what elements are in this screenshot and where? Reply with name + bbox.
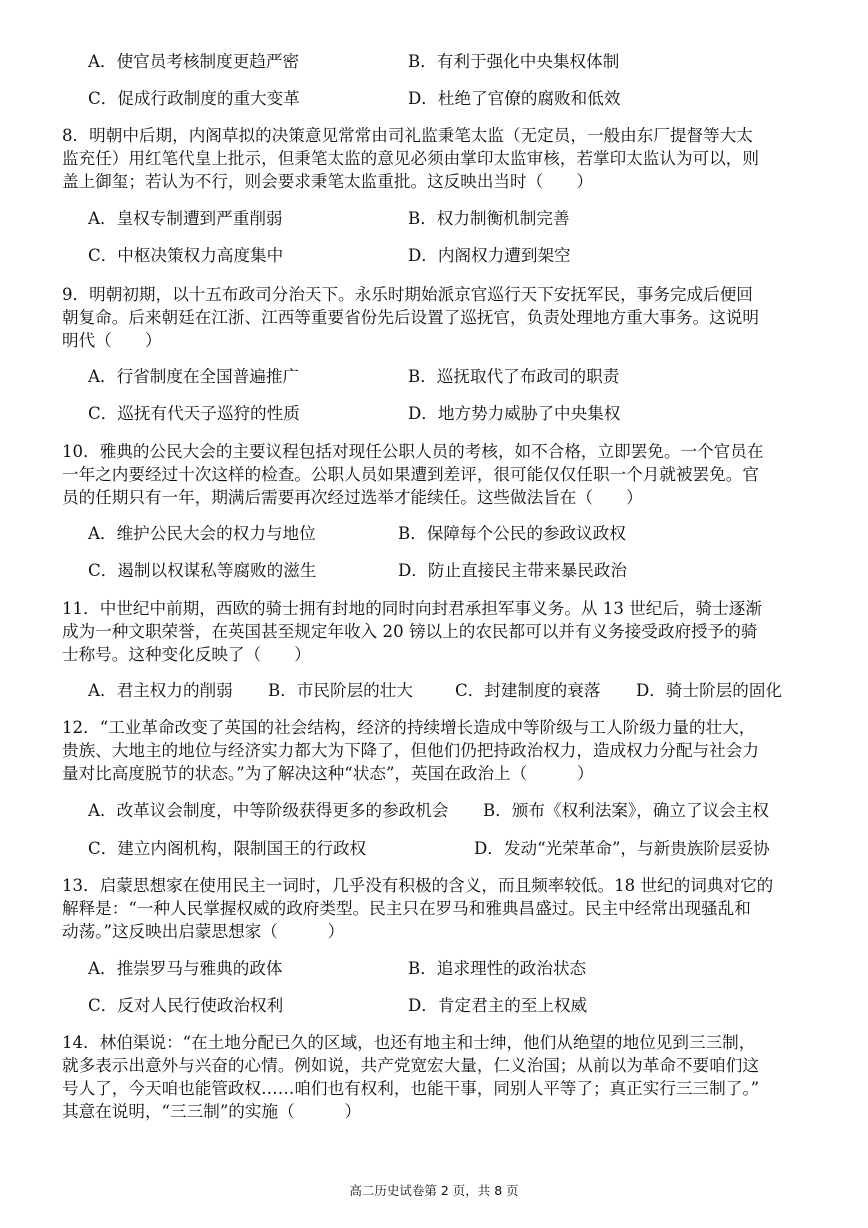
q8-option-d: D．内阁权力遭到架空 xyxy=(408,246,571,265)
q13-stem-line: 解释是：“一种人民掌握权威的政府类型。民主只在罗马和雅典昌盛过。民主中经常出现骚乱和 xyxy=(62,899,751,918)
q14-stem-line: 14．林伯渠说：“在土地分配已久的区域，也还有地主和士绅，他们从绝望的地位见到三三制， xyxy=(62,1033,756,1052)
q7-option-a: A．使官员考核制度更趋严密 xyxy=(88,52,300,71)
q13-option-c: C．反对人民行使政治权利 xyxy=(88,996,284,1015)
q10-stem-line: 员的任期只有一年，期满后需要再次经过选举才能续任。这些做法旨在（ ） xyxy=(62,488,643,507)
q9-option-c: C．巡抚有代天子巡狩的性质 xyxy=(88,404,300,423)
q11-stem-line: 11．中世纪中前期，西欧的骑士拥有封地的同时向封君承担军事义务。从 13 世纪后，骑士逐渐 xyxy=(62,599,762,618)
q10-option-a: A．维护公民大会的权力与地位 xyxy=(88,524,316,543)
q14-stem-line: 号人了，今天咱也能管政权……咱们也有权利，也能干事，同别人平等了；真正实行三三制了。” xyxy=(62,1079,760,1098)
q8-stem-line: 监充任）用红笔代皇上批示，但秉笔太监的意见必须由掌印太监审核，若掌印太监认为可以，则 xyxy=(62,149,759,168)
q8-stem-line: 8．明朝中后期，内阁草拟的决策意见常常由司礼监秉笔太监（无定员，一般由东厂提督等大太 xyxy=(62,126,753,145)
q12-stem-line: 量对比高度脱节的状态。”为了解决这种“状态”，英国在政治上（ ） xyxy=(62,764,594,783)
q11-option-b: B．市民阶层的壮大 xyxy=(268,681,413,700)
q8-stem-line: 盖上御玺；若认为不行，则会要求秉笔太监重批。这反映出当时（ ） xyxy=(62,172,593,191)
q10-option-d: D．防止直接民主带来暴民政治 xyxy=(398,561,628,580)
q8-option-b: B．权力制衡机制完善 xyxy=(408,209,570,228)
q7-option-c: C．促成行政制度的重大变革 xyxy=(88,89,300,108)
q9-stem-line: 朝复命。后来朝廷在江浙、江西等重要省份先后设置了巡抚官，负责处理地方重大事务。这说明 xyxy=(62,308,759,327)
q13-option-d: D．肯定君主的至上权威 xyxy=(408,996,588,1015)
q8-option-c: C．中枢决策权力高度集中 xyxy=(88,246,284,265)
q10-option-b: B．保障每个公民的参政议政权 xyxy=(398,524,626,543)
q7-option-d: D．杜绝了官僚的腐败和低效 xyxy=(408,89,621,108)
q7-option-b: B．有利于强化中央集权体制 xyxy=(408,52,620,71)
q13-stem-line: 13．启蒙思想家在使用民主一词时，几乎没有积极的含义，而且频率较低。18 世纪的词典对它的 xyxy=(62,876,774,895)
q11-option-c: C．封建制度的衰落 xyxy=(455,681,601,700)
q11-stem-line: 成为一种文职荣誉，在英国甚至规定年收入 20 镑以上的农民都可以并有义务接受政府授予的骑 xyxy=(62,622,758,641)
q12-option-b: B．颁布《权利法案》，确立了议会主权 xyxy=(483,801,769,820)
q9-stem-line: 明代（ ） xyxy=(62,331,162,350)
q10-stem-line: 一年之内要经过十次这样的检查。公职人员如果遭到差评，很可能仅仅任职一个月就被罢免。官 xyxy=(62,465,759,484)
q8-option-a: A．皇权专制遭到严重削弱 xyxy=(88,209,283,228)
q11-option-d: D．骑士阶层的固化 xyxy=(636,681,783,700)
q12-option-c: C．建立内阁机构，限制国王的行政权 xyxy=(88,839,367,858)
q9-option-b: B．巡抚取代了布政司的职责 xyxy=(408,367,620,386)
q9-option-a: A．行省制度在全国普遍推广 xyxy=(88,367,300,386)
q14-stem-line: 其意在说明，“三三制”的实施（ ） xyxy=(62,1102,362,1121)
q14-stem-line: 就多表示出意外与兴奋的心情。例如说，共产党宽宏大量，仁义治国；从前以为革命不要咱们这 xyxy=(62,1056,759,1075)
q13-option-a: A．推崇罗马与雅典的政体 xyxy=(88,959,283,978)
q9-stem-line: 9．明朝初期，以十五布政司分治天下。永乐时期始派京官巡行天下安抚军民，事务完成后便回 xyxy=(62,285,753,304)
q12-stem-line: 12．“工业革命改变了英国的社会结构，经济的持续增长造成中等阶级与工人阶级力量的壮大， xyxy=(62,718,756,737)
page-footer: 高二历史试卷第 2 页，共 8 页 xyxy=(349,1183,519,1198)
q9-option-d: D．地方势力威胁了中央集权 xyxy=(408,404,621,423)
q12-option-a: A．改革议会制度，中等阶级获得更多的参政机会 xyxy=(88,801,449,820)
q11-stem-line: 士称号。这种变化反映了（ ） xyxy=(62,645,311,664)
q12-option-d: D．发动“光荣革命”，与新贵族阶层妥协 xyxy=(474,839,770,858)
q13-option-b: B．追求理性的政治状态 xyxy=(408,959,587,978)
q13-stem-line: 动荡。”这反映出启蒙思想家（ ） xyxy=(62,922,345,941)
q10-option-c: C．遏制以权谋私等腐败的滋生 xyxy=(88,561,317,580)
q11-option-a: A．君主权力的削弱 xyxy=(88,681,233,700)
q10-stem-line: 10．雅典的公民大会的主要议程包括对现任公职人员的考核，如不合格，立即罢免。一个官员在 xyxy=(62,442,764,461)
q12-stem-line: 贵族、大地主的地位与经济实力都大为下降了，但他们仍把持政治权力，造成权力分配与社会力 xyxy=(62,741,759,760)
